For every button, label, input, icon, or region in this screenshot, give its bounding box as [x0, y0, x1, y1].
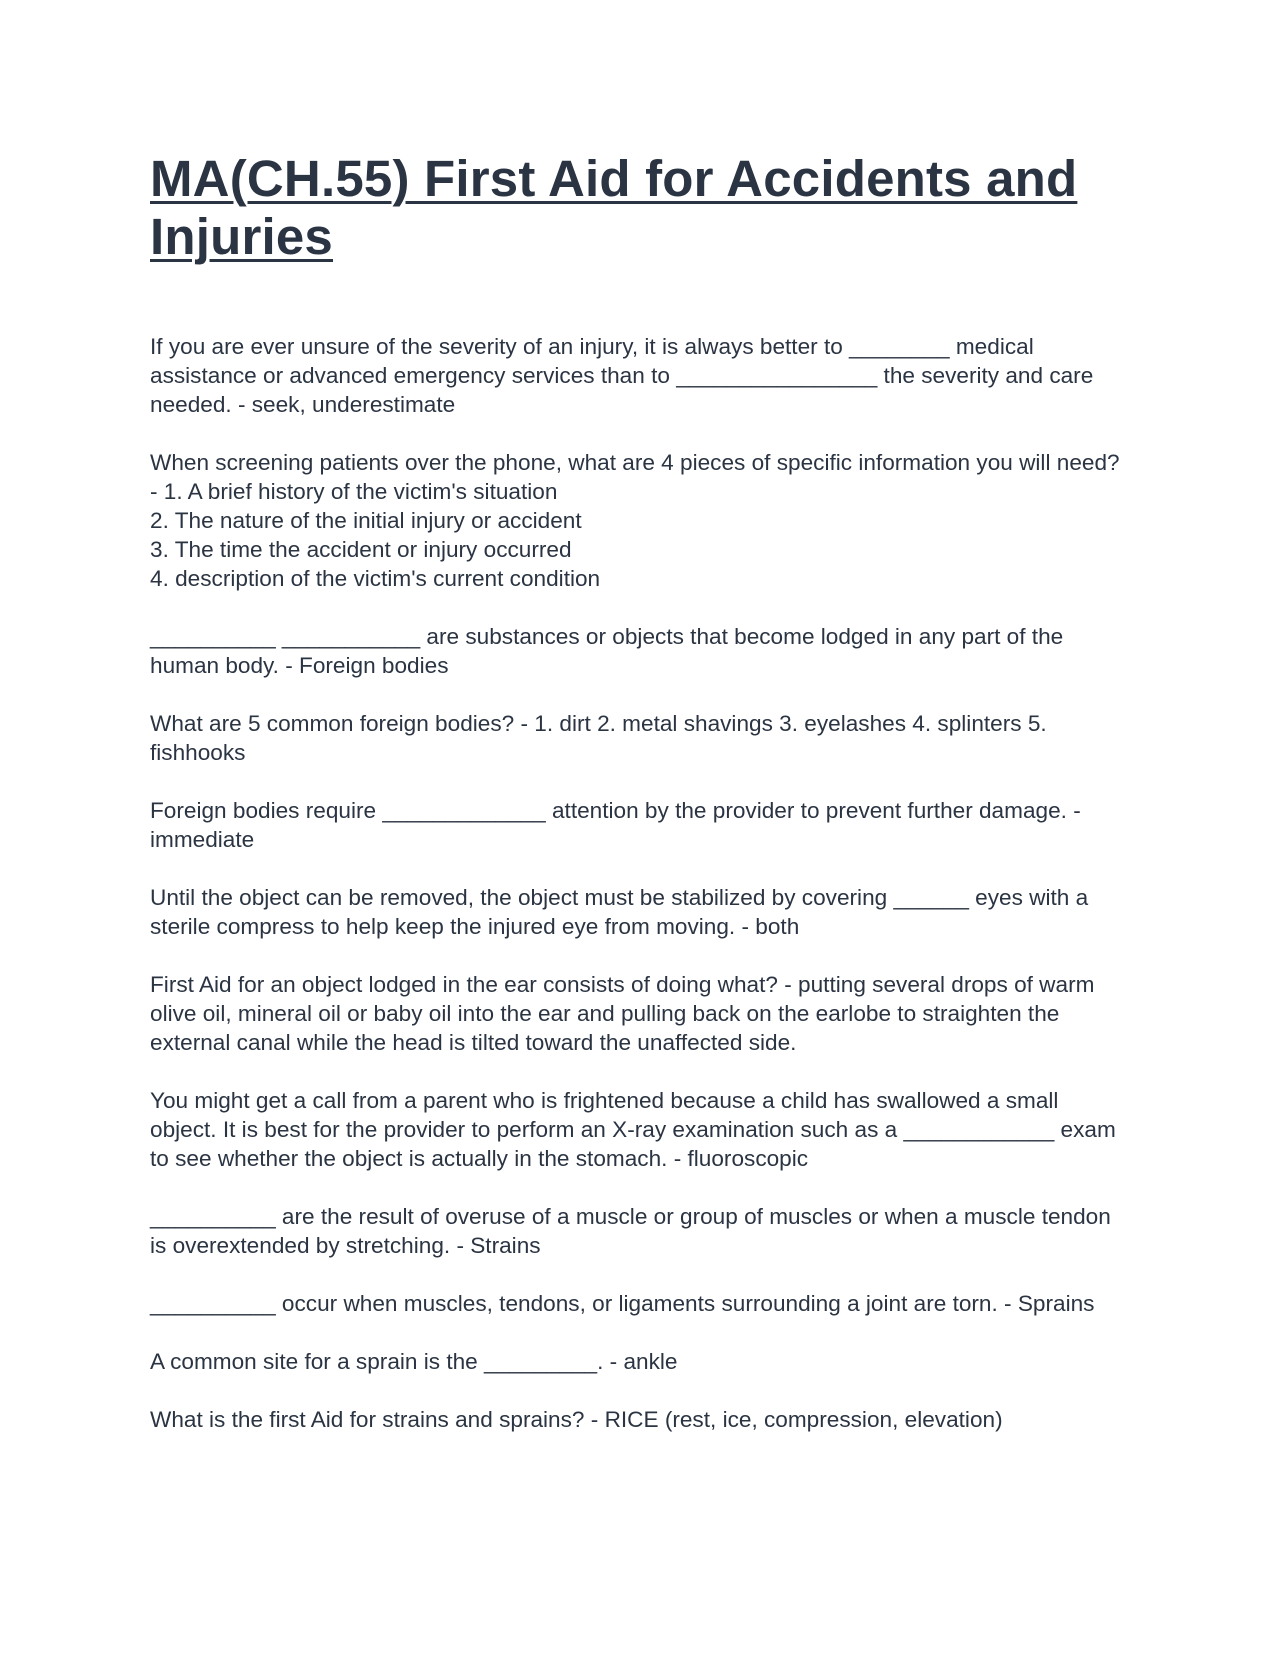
qa-item: __________ ___________ are substances or objects that become lodged in any part of the human body. - Foreign bodies: [150, 624, 1064, 678]
qa-item: If you are ever unsure of the severity of an injury, it is always better to ________ medical assistance or advanced emergency services than to ________________ the severity and care needed. - seek, underestimate: [150, 334, 1094, 417]
qa-item: __________ are the result of overuse of a muscle or group of muscles or when a muscle tendon is overextended by stretching. - Strains: [150, 1204, 1111, 1258]
qa-item: What are 5 common foreign bodies? - 1. dirt 2. metal shavings 3. eyelashes 4. splinters 5. fishhooks: [150, 711, 1047, 765]
qa-item: __________ occur when muscles, tendons, or ligaments surrounding a joint are torn. - Sprains: [150, 1291, 1095, 1316]
qa-item: First Aid for an object lodged in the ear consists of doing what? - putting several drops of warm olive oil, mineral oil or baby oil into the ear and pulling back on the earlobe to straighten the external canal while the head is tilted toward the unaffected side.: [150, 972, 1095, 1055]
qa-list: [150, 332, 1130, 1434]
qa-item: A common site for a sprain is the _________. - ankle: [150, 1349, 678, 1374]
page-title: MA(CH.55) First Aid for Accidents and Injuries: [150, 150, 1078, 265]
qa-item: What is the first Aid for strains and sprains? - RICE (rest, ice, compression, elevation): [150, 1407, 1003, 1432]
document-page: [150, 150, 1130, 1463]
qa-item: Foreign bodies require _____________ attention by the provider to prevent further damage. - immediate: [150, 798, 1081, 852]
qa-item: You might get a call from a parent who is frightened because a child has swallowed a small object. It is best for the provider to perform an X-ray examination such as a ____________ exam to see whether the object is actually in the stomach. - fluoroscopic: [150, 1088, 1116, 1171]
qa-item: Until the object can be removed, the object must be stabilized by covering ______ eyes with a sterile compress to help keep the injured eye from moving. - both: [150, 885, 1089, 939]
qa-item: When screening patients over the phone, what are 4 pieces of specific information you will need? - 1. A brief history of the victim's situation 2. The nature of the initial injury or accident 3. The time the accident or injury occurred 4. description of the victim's current condition: [150, 450, 1120, 591]
